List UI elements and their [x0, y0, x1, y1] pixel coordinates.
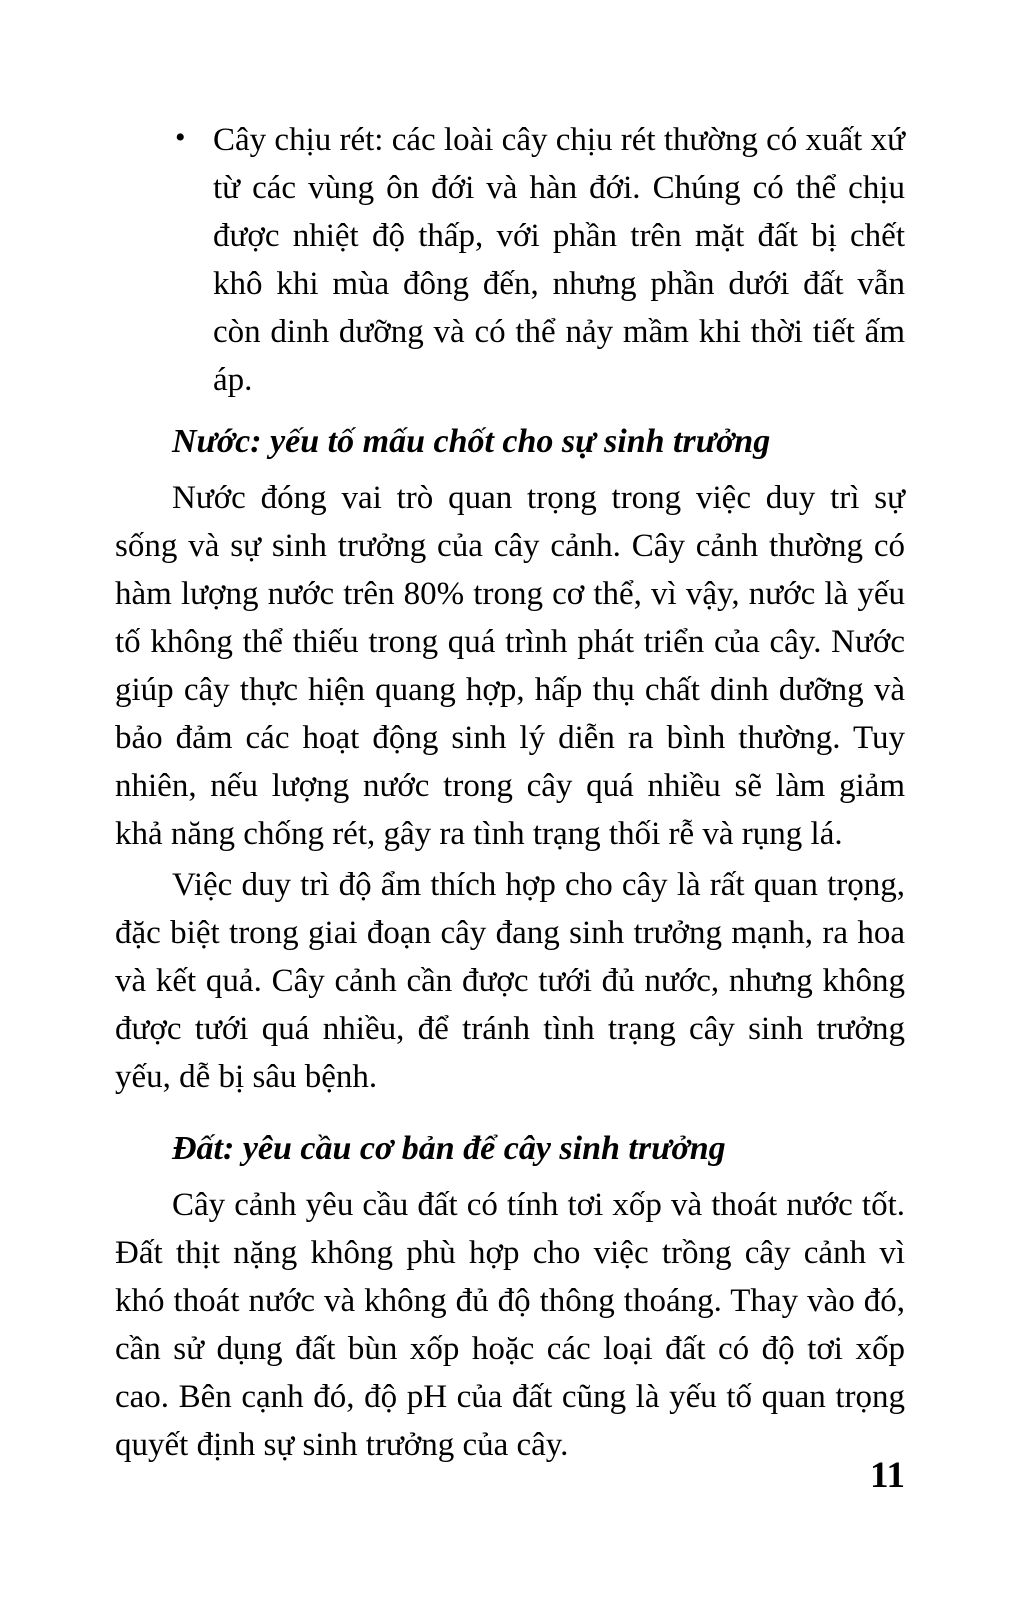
bullet-item-text: Cây chịu rét: các loài cây chịu rét thường có xuất xứ từ các vùng ôn đới và hàn đới. Chúng có thể chịu được nhiệt độ thấp, với phần trên mặt đất bị chết khô khi mùa đông đến, nhưng phần dưới đất vẫn còn dinh dưỡng và có thể nảy mầm khi thời tiết ấm áp. [213, 122, 905, 398]
paragraph-water-1: Nước đóng vai trò quan trọng trong việc duy trì sự sống và sự sinh trưởng của cây cảnh. Cây cảnh thường có hàm lượng nước trên 80% trong cơ thể, vì vậy, nước là yếu tố không thể thiếu trong quá trình phát triển của cây. Nước giúp cây thực hiện quang hợp, hấp thụ chất dinh dưỡng và bảo đảm các hoạt động sinh lý diễn ra bình thường. Tuy nhiên, nếu lượng nước trong cây quá nhiều sẽ làm giảm khả năng chống rét, gây ra tình trạng thối rễ và rụng lá. [115, 480, 905, 852]
page-number: 11 [870, 1455, 905, 1496]
paragraph-water-2: Việc duy trì độ ẩm thích hợp cho cây là rất quan trọng, đặc biệt trong giai đoạn cây đang sinh trưởng mạnh, ra hoa và kết quả. Cây cảnh cần được tưới đủ nước, nhưng không được tưới quá nhiều, để tránh tình trạng cây sinh trưởng yếu, dễ bị sâu bệnh. [115, 867, 905, 1095]
section-heading-soil: Đất: yêu cầu cơ bản để cây sinh trưởng [172, 1130, 726, 1167]
paragraph-soil-1: Cây cảnh yêu cầu đất có tính tơi xốp và thoát nước tốt. Đất thịt nặng không phù hợp cho việc trồng cây cảnh vì khó thoát nước và không đủ độ thông thoáng. Thay vào đó, cần sử dụng đất bùn xốp hoặc các loại đất có độ tơi xốp cao. Bên cạnh đó, độ pH của đất cũng là yếu tố quan trọng quyết định sự sinh trưởng của cây. [115, 1187, 905, 1463]
section-heading-water: Nước: yếu tố mấu chốt cho sự sinh trưởng [172, 423, 771, 460]
page-content [115, 116, 905, 1469]
bullet-marker: • [175, 121, 186, 154]
bullet-list-item [115, 116, 905, 404]
